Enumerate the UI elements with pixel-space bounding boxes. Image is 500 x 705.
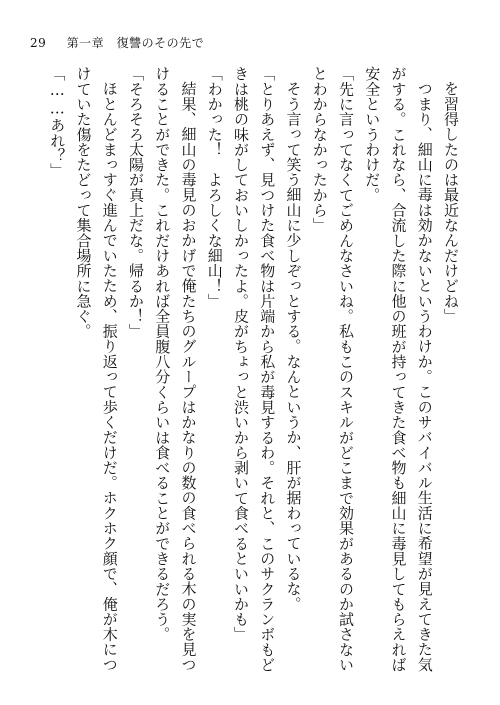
text-line-1: を習得したのは最近なんだけどね」 [442,81,460,324]
text-line-2: つまり、細山に毒は効かないというわけか。このサバイバル生活に希望が見えてきた気 [415,81,434,672]
running-head [30,34,204,51]
text-line-6: とわからなかったから」 [310,66,329,233]
text-line-9: きは桃の味がしておいしかったよ。皮がちょっと渋いから剥いて食べるといいかも」 [232,66,250,642]
chapter-title: 第一章 復讐のその先で [66,36,205,50]
text-line-7: そう言って笑う細山に少しぞっとする。なんというか、肝が据わっているな。 [284,81,303,612]
text-line-4: 安全というわけだ。 [363,66,382,203]
text-line-15: けていた傷をたどって集合場所に急ぐ。 [74,66,93,339]
text-line-10: 「わかった！ よろしくな細山！」 [205,66,224,309]
text-line-13: 「そろそろ太陽が真上だな。帰るか！」 [127,66,145,339]
text-line-5: 「先に言ってなくてごめんなさいね。私もこのスキルがどこまで効果があるのか試さない [337,66,355,672]
text-line-14: ほとんどまっすぐ進んでいたため、振り返って歩くだけだ。ホクホク顔で、俺が木につ [100,81,119,672]
page-number: 29 [30,36,47,50]
text-line-8: 「とりあえず、見つけた食べ物は片端から私が毒見するわ。それと、このサクランボもど [258,66,277,672]
text-line-11: 結果、細山の毒見のおかげで俺たちのグループはかなりの数の食べられる木の実を見つ [179,81,198,672]
vertical-text-body [38,66,460,672]
text-line-3: がする。これなら、合流した際に他の班が持ってきた食べ物も細山に毒見してもらえれば [389,66,408,672]
text-line-16: 「……あれ？」 [48,66,67,179]
text-line-12: けることができた。これだけあれば全員腹八分くらいは食べることができるだろう。 [153,66,172,642]
